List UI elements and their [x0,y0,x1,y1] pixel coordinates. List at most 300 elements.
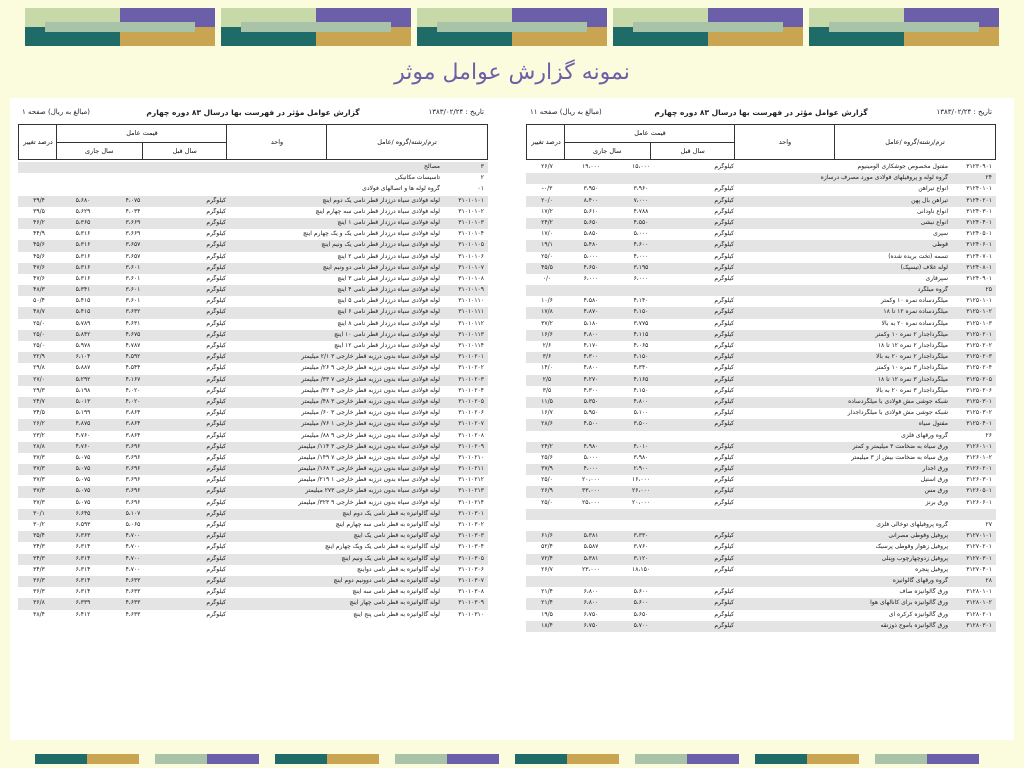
row-curr: ۵،۳۱۶ [75,252,91,260]
row-percent: ۲۶/۲ [33,420,45,428]
row-unit: کیلوگرم [714,375,734,383]
row-prev: ۳،۶۶۹ [125,218,141,226]
table-row [526,363,996,374]
row-code: ۲۷ [985,521,992,528]
decorative-tile [221,8,411,46]
row-code: ۳۱۲۴۰۸۰۱ [966,263,992,271]
table-row [526,352,996,363]
row-code: ۳۱۰۱۰۱۰۸ [458,274,484,282]
row-curr: ۴،۳۰۰ [583,386,599,394]
table-row [18,375,488,386]
row-percent: ۱۱/۵ [541,397,553,405]
row-percent: ۲۷/۰ [33,375,45,383]
row-curr: ۴،۸۷۵ [75,420,91,428]
row-prev: ۴،۱۴۰ [633,297,649,305]
decorative-bar [207,754,259,764]
row-percent: ۳۹/۴ [33,196,45,204]
row-code: ۲۶ [985,431,992,439]
header-code: ترم/رشته/گروه /عامل [834,125,995,159]
row-prev: ۴،۵۹۲ [125,353,141,361]
row-prev: ۳،۶۶۹ [125,230,141,238]
table-header [18,124,488,160]
row-curr: ۵،۴۱۵ [75,297,91,305]
row-curr: ۵،۵۸۷ [583,543,599,551]
row-name: انواع تیرآهن [918,185,948,193]
row-percent: ۳۷/۳ [33,453,45,461]
table-body [18,162,488,621]
row-percent: ۶۱/۶ [541,532,553,540]
table-row [18,431,488,442]
table-row [526,565,996,576]
row-curr: ۲۳،۰۰۰ [581,565,601,573]
row-percent: ۲/۶ [542,342,552,349]
table-row [526,576,996,587]
row-curr: ۲۰،۰۰۰ [581,476,601,484]
table-row [18,565,488,576]
row-name: لوله فولادی سیاه درزدار قطر نامی ۱ اینچ [337,218,440,226]
row-unit: کیلوگرم [206,509,226,517]
row-code: ۳۱۲۶۰۶۰۱ [966,498,992,506]
row-percent: ۴۶/۲ [33,218,45,226]
row-code: ۳۱۰۱۰۳۰۶ [458,565,484,573]
table-row [18,207,488,218]
row-curr: ۴،۷۶۰ [75,442,91,450]
table-row [526,218,996,229]
row-code: ۳۱۰۱۰۲۰۱ [458,353,484,361]
row-percent: ۰/۰ [542,274,552,282]
row-code: ۳۱۰۱۰۳۰۳ [458,532,484,540]
row-name: شبکه جوشی مش فولادی با میلگردآجدار [847,409,948,417]
row-curr: ۵،۹۵۰ [583,409,599,417]
table-row [18,598,488,609]
row-unit: کیلوگرم [714,319,734,327]
row-percent: ۴۷/۶ [33,274,45,282]
row-name: لوله گالوانیزه به قطر نامی دوونیم دوم اینچ [333,576,440,584]
row-prev: ۴،۱۵۰ [633,308,649,316]
row-unit: کیلوگرم [714,241,734,249]
row-prev: ۱۵،۰۰۰ [631,163,651,170]
row-name: لوله فولادی سیاه بدون درزبه قطر خارجی ۱ ۲۱۹/ میلیمتر [298,476,440,484]
row-name: لوله گالوانیزه به قطر نامی یک ویک چهارم اینچ [324,543,440,551]
row-name: مفتول سیاه [918,420,948,428]
row-unit: کیلوگرم [714,252,734,260]
row-prev: ۲،۹۰۰ [633,465,649,473]
row-curr: ۵،۸۴۲ [75,330,91,338]
table-row [526,554,996,565]
row-name: گروه لوله و پروفیلهای فولادی مورد مصرف درسازه [820,174,948,182]
row-unit: کیلوگرم [206,431,226,439]
row-curr: ۵،۹۷۸ [75,342,91,349]
row-unit: کیلوگرم [714,554,734,562]
row-code: ۳۱۲۴۰۳۰۱ [966,207,992,215]
row-name: لوله گالوانیزه به قطر نامی سه اینچ [352,588,440,596]
row-name: لوله فولادی سیاه درزدار قطر نامی یک دوم اینچ [322,196,440,204]
header-prev: سال قبل [142,143,228,160]
row-prev: ۴،۷۸۸ [633,207,649,215]
table-row [526,598,996,609]
table-row [18,453,488,464]
row-prev: ۶،۰۰۰ [633,274,649,282]
table-row [526,252,996,263]
row-name: لوله فولادی سیاه درزدار قطر نامی ۸ اینچ [337,319,440,327]
header-prev: سال قبل [650,143,736,160]
row-unit: کیلوگرم [206,521,226,528]
row-prev: ۴،۷۰۰ [125,554,141,562]
row-unit: کیلوگرم [714,442,734,450]
row-curr: ۵،۶۸۰ [75,196,91,204]
table-row [18,319,488,330]
row-curr: ۵،۱۸۰ [583,319,599,327]
row-prev: ۳،۶۹۶ [125,453,141,461]
row-code: ۲۸ [985,576,992,584]
row-percent: ۴۴/۹ [33,230,45,238]
row-percent: ۳۶/۳ [33,576,45,584]
row-name: میلگردآجدار ۲ نمره ۱۰ وکمتر [875,330,948,338]
table-row [18,330,488,341]
row-name: گروه پروفیلهای توخالی فلزی [876,521,948,528]
row-percent: ۳۴/۳ [33,554,45,562]
row-percent: ۲۶/۷ [541,565,553,573]
row-code: ۳۱۰۱۰۲۱۲ [458,476,484,484]
row-prev: ۴،۰۷۵ [125,196,141,204]
header-price-label: قیمت عامل [57,125,227,143]
row-prev: ۳،۶۳۲ [125,308,141,316]
row-name: ورق سیاه به ضخامت ۳ میلیمتر و کمتر [852,442,948,450]
row-percent: ۲۵/۰ [33,319,45,327]
row-unit: کیلوگرم [206,274,226,282]
row-name: سپری [933,230,948,238]
row-name: لوله فولادی سیاه بدون درزبه قطر خارجی ۳ ۱۱۴/ میلیمتر [298,442,440,450]
row-name: تسمه (تخت بریده شده) [888,252,948,260]
row-curr: ۵،۰۰۰ [583,252,599,260]
row-curr: ۵،۳۱۶ [75,274,91,282]
row-code: ۳۱۲۵۰۲۰۴ [966,364,992,372]
row-percent: ۲۱/۴ [541,599,553,607]
row-prev: ۳،۶۹۶ [125,465,141,473]
row-curr: ۴،۰۰۰ [583,465,599,473]
table-row [18,229,488,240]
table-row [526,531,996,542]
table-row [526,610,996,621]
row-unit: کیلوگرم [206,397,226,405]
table-row [18,352,488,363]
row-percent: ۴۵/۵ [541,263,553,271]
row-unit: کیلوگرم [206,610,226,618]
row-prev: ۳،۶۹۶ [125,498,141,506]
row-prev: ۴،۱۵۰ [633,386,649,394]
row-curr: ۵،۳۴۱ [75,286,91,294]
row-percent: ۲۴/۷ [33,397,45,405]
row-unit: کیلوگرم [206,353,226,361]
row-curr: ۶،۳۱۴ [75,576,91,584]
table-row [526,375,996,386]
row-percent: ۲۸/۶ [541,420,553,428]
row-curr: ۵،۳۸۱ [583,554,599,562]
row-prev: ۱۶،۰۰۰ [631,476,651,484]
table-row [526,285,996,296]
row-percent: ۴۷/۶ [33,263,45,271]
row-code: ۳۱۲۵۰۲۰۶ [966,386,992,394]
row-curr: ۵،۳۱۶ [75,263,91,271]
row-code: ۳۱۲۷۰۴۰۱ [966,565,992,573]
row-unit: کیلوگرم [714,543,734,551]
row-unit: کیلوگرم [714,565,734,573]
row-curr: ۵،۱۹۹ [75,409,91,417]
row-prev: ۴،۰۲۰ [125,397,141,405]
header-curr: سال جاری [593,146,622,155]
row-percent: ۴۵/۶ [33,241,45,249]
row-curr: ۴،۸۰۰ [583,330,599,338]
header-code: ترم/رشته/گروه /عامل [326,125,487,159]
row-name: قوطی [932,241,948,249]
row-unit: کیلوگرم [714,532,734,540]
row-code: ۳۱۰۱۰۲۰۸ [458,431,484,439]
report-page-left [18,104,488,734]
table-row [526,240,996,251]
row-percent: ۱۰/۶ [541,297,553,305]
row-percent: ۴۸/۳ [33,286,45,294]
row-percent: ۲۵/۰ [33,330,45,338]
row-prev: ۴،۱۵۰ [633,353,649,361]
row-code: ۳۱۲۴۰۵۰۱ [966,230,992,238]
row-percent: ۳۷/۲ [541,319,553,327]
row-prev: ۴،۶۳۳ [125,599,141,607]
report-title: گزارش عوامل مؤثر در فهرست بها درسال ۸۳ دوره چهارم [146,108,360,117]
table-row [526,207,996,218]
table-row [18,173,488,184]
row-code: ۳۱۲۶۰۱۰۱ [966,442,992,450]
row-name: انواع ناودانی [917,207,948,215]
row-name: ورق استیل [920,476,948,484]
row-unit: کیلوگرم [206,532,226,540]
row-percent: ۱۷/۲ [541,207,553,215]
row-percent: ۳۴/۳ [33,565,45,573]
row-percent: ۲۴/۲ [541,442,553,450]
row-percent: ۳۰/۱ [33,509,45,517]
row-prev: ۴،۷۰۰ [125,532,141,540]
row-name: شبکه جوشی مش فولادی با میلگردساده [848,397,948,405]
row-curr: ۴،۵۰۰ [583,420,599,428]
row-prev: ۵،۶۵۰ [633,610,649,618]
table-body [526,162,996,632]
row-name: میلگردآجدار ۳ نمره ۱۰ وکمتر [875,364,948,372]
row-curr: ۶،۷۵۰ [583,610,599,618]
row-prev: ۵،۰۰۰ [633,230,649,238]
row-name: لوله گالوانیزه به قطر نامی چهار اینچ [349,599,440,607]
decorative-bar [87,754,139,764]
row-prev: ۳،۶۰۱ [125,263,141,271]
row-code: ۳۱۲۵۰۲۰۳ [966,353,992,361]
row-name: لوله فولادی سیاه درزدار قطر نامی یک و یک چهارم اینچ [302,230,440,238]
table-row [526,431,996,442]
row-unit: کیلوگرم [714,330,734,338]
row-prev: ۴،۰۳۴ [125,207,141,215]
row-percent: ۳/۶ [542,353,552,361]
row-prev: ۳،۶۵۷ [125,252,141,260]
table-row [18,419,488,430]
row-code: ۳۱۲۵۰۳۰۱ [966,397,992,405]
row-curr: ۵،۶۲۹ [75,207,91,215]
table-row [18,162,488,173]
row-prev: ۳،۳۳۰ [633,532,649,540]
table-row [526,319,996,330]
row-curr: ۶،۵۹۳ [75,521,91,528]
row-curr: ۵،۴۸۰ [583,241,599,249]
row-name: لوله گالوانیزه به قطر نامی یک دوم اینچ [342,509,440,517]
row-name: ورق سیاه به ضخامت بیش از ۳ میلیمتر [851,453,948,461]
row-prev: ۲۰،۰۰۰ [631,498,651,506]
row-percent: ۱۷/۸ [541,308,553,316]
row-curr: ۵،۳۵۰ [583,397,599,405]
row-name: لوله فولادی سیاه درزدار قطر نامی یک ونیم اینچ [321,241,440,249]
row-curr: ۳،۹۵۰ [583,185,599,193]
row-code: ۳۱۰۱۰۱۰۶ [458,252,484,260]
table-row [526,542,996,553]
row-name: لوله فولادی سیاه درزدار قطر نامی ۶ اینچ [337,308,440,316]
row-unit: کیلوگرم [714,453,734,461]
row-prev: ۳،۶۵۷ [125,241,141,249]
row-name: ورق گالوانیزه کرکره ای [888,610,948,618]
row-curr: ۴،۸۷۰ [583,308,599,316]
row-prev: ۴،۰۶۵ [633,342,649,349]
row-name: لوله فولادی سیاه درزدار قطر نامی سه چهارم اینچ [315,207,440,215]
row-percent: ۳۲/۹ [33,353,45,361]
row-code: ۳۱۰۱۰۳۰۲ [458,521,484,528]
decorative-bar [755,754,807,764]
row-prev: ۵،۱۰۷ [125,509,141,517]
decorative-bar [275,754,327,764]
decorative-bar [395,754,447,764]
row-code: ۳۱۲۶۰۳۰۱ [966,476,992,484]
row-curr: ۴،۳۰۰ [583,353,599,361]
row-prev: ۴،۶۳۳ [125,576,141,584]
row-curr: ۴،۸۰۰ [583,364,599,372]
row-percent: ۳۷/۳ [33,498,45,506]
table-row [526,397,996,408]
row-curr: ۶،۳۶۳ [75,532,91,540]
table-row [526,341,996,352]
header-price-sub [57,143,227,160]
row-percent: ۷۲/۴ [541,554,553,562]
row-curr: ۵،۳۱۶ [75,241,91,249]
row-code: ۳۱۰۱۰۱۰۳ [458,218,484,226]
row-curr: ۵،۰۷۵ [75,498,91,506]
row-prev: ۳،۱۹۵ [633,263,649,271]
row-curr: ۵،۱۹۸ [75,386,91,394]
row-name: لوله فولادی سیاه بدون درزبه قطر خارجی ۹ ۳۲۳/ میلیمتر [298,498,440,506]
row-curr: ۶،۴۱۲ [75,610,91,618]
row-percent: ۳/۵ [542,386,552,394]
row-code: ۳۱۰۱۰۲۱۴ [458,498,484,506]
table-row [18,509,488,520]
header-price-label: قیمت عامل [565,125,735,143]
row-code: ۲ [480,174,484,182]
table-row [526,196,996,207]
row-curr: ۴،۶۵۰ [583,263,599,271]
row-percent: ۲۳/۲ [33,431,45,439]
row-unit: کیلوگرم [714,196,734,204]
decorative-tile [417,8,607,46]
row-name: مفتول مخصوص جوشکاری آلومینیوم [857,163,948,170]
row-percent: ۱۴/۰ [541,364,553,372]
decorative-bar [155,754,207,764]
row-name: لوله گالوانیزه به قطر نامی یک اینچ [353,532,440,540]
row-prev: ۳،۹۸۰ [633,453,649,461]
row-name: ورق آجدار [922,465,948,473]
row-curr: ۵،۰۷۵ [75,453,91,461]
row-unit: کیلوگرم [206,565,226,573]
row-prev: ۳،۸۶۴ [125,420,141,428]
row-name: میلگردآجدار ۲ نمره ۱۲ تا ۱۸ [877,342,948,349]
row-percent: ۲۱/۴ [541,588,553,596]
page-header [526,104,996,122]
row-percent: ۱۷/۰ [541,230,553,238]
decorative-bar [687,754,739,764]
row-curr: ۵،۷۸۹ [75,319,91,327]
row-curr: ۶،۸۰۰ [583,599,599,607]
row-code: ۳۱۰۱۰۱۰۵ [458,241,484,249]
slide-title: نمونه گزارش عوامل موثر [394,60,630,85]
row-unit: کیلوگرم [714,308,734,316]
table-row [18,218,488,229]
row-code: ۳۱۲۵۰۱۰۳ [966,319,992,327]
row-code: ۳ [480,163,484,170]
row-percent: ۳۶/۳ [33,588,45,596]
row-name: پروفیل زدوچهارچوب وپنلی [881,554,948,562]
table-row [18,610,488,621]
row-code: ۳۱۲۴۰۷۰۱ [966,252,992,260]
row-code: ۳۱۲۵۰۴۰۱ [966,420,992,428]
table-row [526,296,996,307]
row-name: ورق مس [924,487,948,495]
row-curr: ۵،۳۱۶ [75,230,91,238]
row-unit: کیلوگرم [714,353,734,361]
table-row [18,520,488,531]
row-unit: کیلوگرم [206,297,226,305]
row-code: ۳۱۰۱۰۱۰۲ [458,207,484,215]
scanned-report [10,98,1014,740]
row-unit: کیلوگرم [206,230,226,238]
row-percent: ۲۶/۷ [541,163,553,170]
row-code: ۳۱۲۴۰۲۰۱ [966,196,992,204]
row-name: میلگردآجدار ۲ نمره ۲۰ به بالا [875,353,948,361]
row-code: ۳۱۲۷۰۲۰۱ [966,543,992,551]
row-percent: ۲۴/۲ [541,218,553,226]
row-code: ۳۱۰۱۰۲۰۲ [458,364,484,372]
row-unit: کیلوگرم [714,599,734,607]
row-percent: ۲۶/۹ [541,487,553,495]
row-prev: ۳،۸۶۴ [125,409,141,417]
row-code: ۳۱۰۱۰۱۱۳ [458,330,484,338]
row-unit: کیلوگرم [206,588,226,596]
row-curr: ۵،۰۷۵ [75,487,91,495]
row-code: ۳۱۲۵۰۱۰۲ [966,308,992,316]
row-percent: ۱۶/۶ [541,330,553,338]
row-curr: ۶،۷۵۰ [583,621,599,629]
row-percent: ۳۸/۴ [33,610,45,618]
bottom-decorative-band [0,746,1024,768]
row-unit: کیلوگرم [714,297,734,305]
row-unit: کیلوگرم [714,163,734,170]
row-code: ۳۱۰۱۰۲۰۴ [458,386,484,394]
row-unit: کیلوگرم [714,207,734,215]
row-percent: ۳۷/۹ [541,465,553,473]
row-prev: ۴،۱۱۵ [633,330,649,338]
row-name: لوله فولادی سیاه بدون درزبه قطر خارجی ۹ ۸۸/ میلیمتر [301,431,440,439]
row-curr: ۶،۳۱۴ [75,588,91,596]
row-code: ۳۱۲۴۰۱۰۱ [966,185,992,193]
row-unit: کیلوگرم [206,319,226,327]
